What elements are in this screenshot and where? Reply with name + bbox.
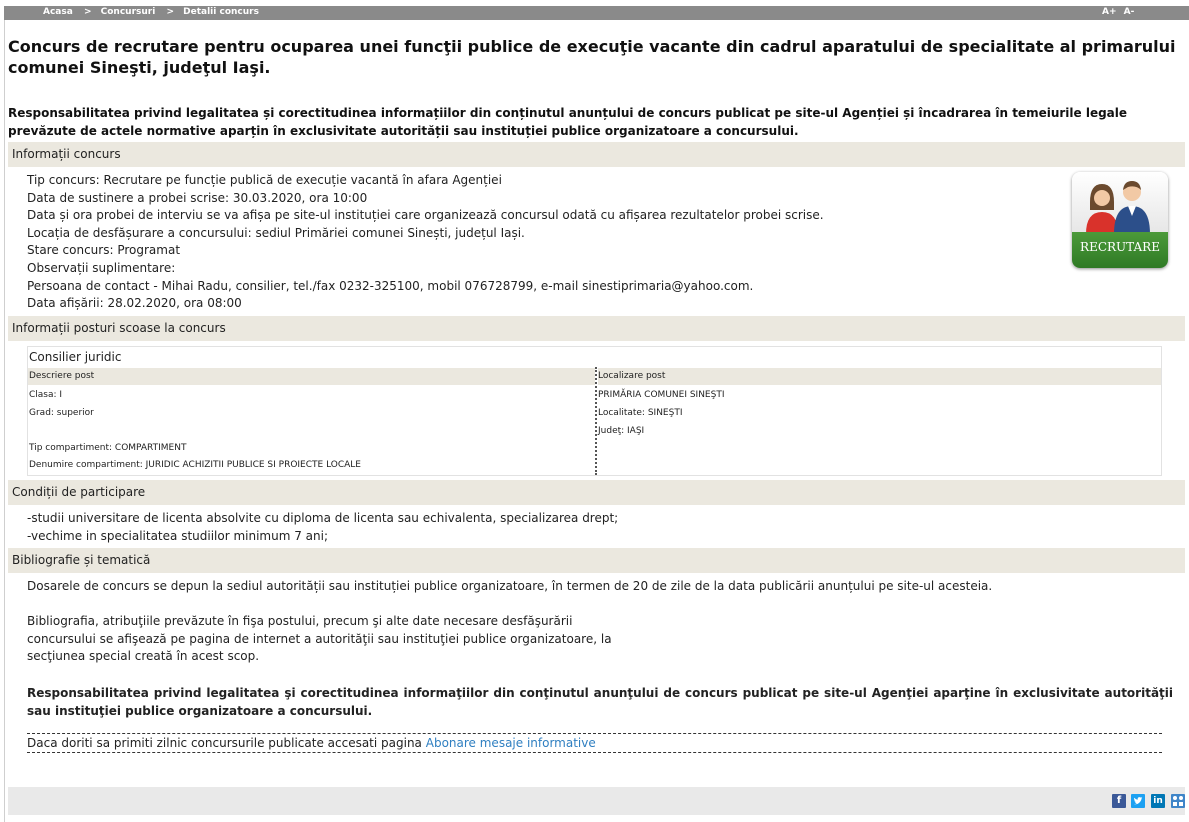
subscribe-link[interactable]: Abonare mesaje informative: [425, 736, 596, 750]
post-locality: Localitate: SINEŞTI: [598, 408, 683, 418]
written-test-date: Data de sustinere a probei scrise: 30.03.2020, ora 10:00: [27, 190, 368, 205]
people-icon: [1072, 172, 1168, 234]
column-divider: [595, 367, 597, 475]
breadcrumb-contests[interactable]: Concursuri: [100, 7, 156, 17]
dashed-separator-bottom: [27, 752, 1162, 753]
disclaimer-top: Responsabilitatea privind legalitatea și corectitudinea informațiilor din conținutul anunțului de concurs publicat pe site-ul Agenției și încadrarea în temeiurile legale prevăzute de actele normative aparțin în exclusivitate autorității sau instituției publice organizatoare a concursului.: [8, 106, 1128, 138]
page-title: Concurs de recrutare pentru ocuparea unei funcţii publice de execuţie vacante din cadrul aparatului de specialitate al primarului comunei Sineşti, judeţul Iaşi.: [8, 37, 1176, 77]
breadcrumb-current: Detalii concurs: [183, 7, 259, 17]
top-bar: [4, 6, 1189, 20]
breadcrumb-separator: >: [166, 7, 174, 17]
dashed-separator-top: [27, 733, 1162, 734]
description-header: Descriere post: [29, 371, 95, 381]
interview-info: Data și ora probei de interviu se va afișa pe site-ul instituției care organizează concursul odată cu afișarea rezultatelor probei scrise.: [27, 208, 824, 223]
breadcrumb-separator: >: [83, 7, 92, 17]
post-institution: PRIMĂRIA COMUNEI SINEŞTI: [598, 390, 725, 400]
location-header: Localizare post: [598, 371, 666, 381]
section-conditions: Condiții de participare: [8, 480, 1185, 505]
share-grid-icon: [1171, 794, 1185, 808]
post-county: Judeţ: IAŞI: [598, 426, 645, 436]
twitter-bird-icon: [1131, 794, 1145, 808]
contest-status: Stare concurs: Programat: [27, 243, 181, 258]
contest-type: Tip concurs: Recrutare pe funcție publică de execuție vacantă în afara Agenției: [27, 173, 502, 187]
condition-item: -studii universitare de licenta absolvite cu diploma de licenta sau echivalenta, specializarea drept;: [27, 511, 619, 525]
section-contest-info: Informații concurs: [8, 142, 1185, 167]
post-grade: Grad: superior: [29, 408, 94, 418]
footer-bar: [8, 787, 1185, 815]
breadcrumb-home[interactable]: Acasa: [43, 7, 73, 17]
description-header-bg: [28, 368, 595, 385]
linkedin-icon[interactable]: in: [1151, 794, 1165, 808]
disclaimer-bottom: Responsabilitatea privind legalitatea şi corectitudinea informaţiilor din conţinutul anunţului de concurs publicat pe site-ul Agenţiei aparţine în exclusivitate autorităţii sau instituţiei publice organizatoare a concursului.: [27, 686, 1173, 718]
condition-item: -vechime in specialitatea studiilor minimum 7 ani;: [27, 528, 329, 543]
location-header-bg: [598, 368, 1161, 385]
section-posts: Informații posturi scoase la concurs: [8, 316, 1185, 341]
breadcrumb: [43, 7, 265, 17]
font-decrease-button[interactable]: A-: [1123, 7, 1135, 17]
contest-info-list: [27, 172, 824, 313]
extra-notes: Observații suplimentare:: [27, 260, 176, 275]
twitter-icon[interactable]: [1131, 794, 1145, 808]
facebook-icon[interactable]: f: [1112, 794, 1126, 808]
post-title: Consilier juridic: [29, 350, 122, 364]
display-date: Data afișării: 28.02.2020, ora 08:00: [27, 296, 242, 311]
bibliography-line: secţiunea special creată în acest scop.: [27, 649, 260, 664]
badge-label: RECRUTARE: [1072, 232, 1168, 268]
post-table: [27, 346, 1162, 476]
recruitment-badge: [1072, 172, 1168, 268]
subscribe-row: [27, 735, 596, 753]
department-name: Denumire compartiment: JURIDIC ACHIZITII PUBLICE SI PROIECTE LOCALE: [29, 460, 361, 470]
post-class: Clasa: I: [29, 390, 63, 400]
bibliography-line: concursului se afişează pe pagina de internet a autorităţii sau instituţiei publice organizatoare, la: [27, 631, 612, 646]
contest-location: Locația de desfășurare a concursului: sediul Primăriei comunei Sinești, județul Iași.: [27, 225, 525, 240]
contact-person: Persoana de contact - Mihai Radu, consilier, tel./fax 0232-325100, mobil 076728799, e-mail sinestiprimaria@yahoo.com.: [27, 278, 754, 293]
font-increase-button[interactable]: A+: [1102, 7, 1117, 17]
department-type: Tip compartiment: COMPARTIMENT: [29, 443, 187, 453]
section-bibliography: Bibliografie și tematică: [8, 548, 1185, 573]
subscribe-text: Daca doriti sa primiti zilnic concursurile publicate accesati pagina: [27, 736, 422, 750]
font-size-controls: [1102, 7, 1138, 17]
bibliography-text: [27, 613, 612, 666]
bibliography-line: Bibliografia, atribuţiile prevăzute în fişa postului, precum şi alte date necesare desfăşurării: [27, 614, 573, 628]
share-icon[interactable]: [1171, 794, 1185, 808]
bibliography-dosare: Dosarele de concurs se depun la sediul autorității sau instituției publice organizatoare, în termen de 20 de zile de la data publicării anunțului pe site-ul acesteia.: [27, 579, 993, 593]
conditions-list: [27, 510, 618, 545]
